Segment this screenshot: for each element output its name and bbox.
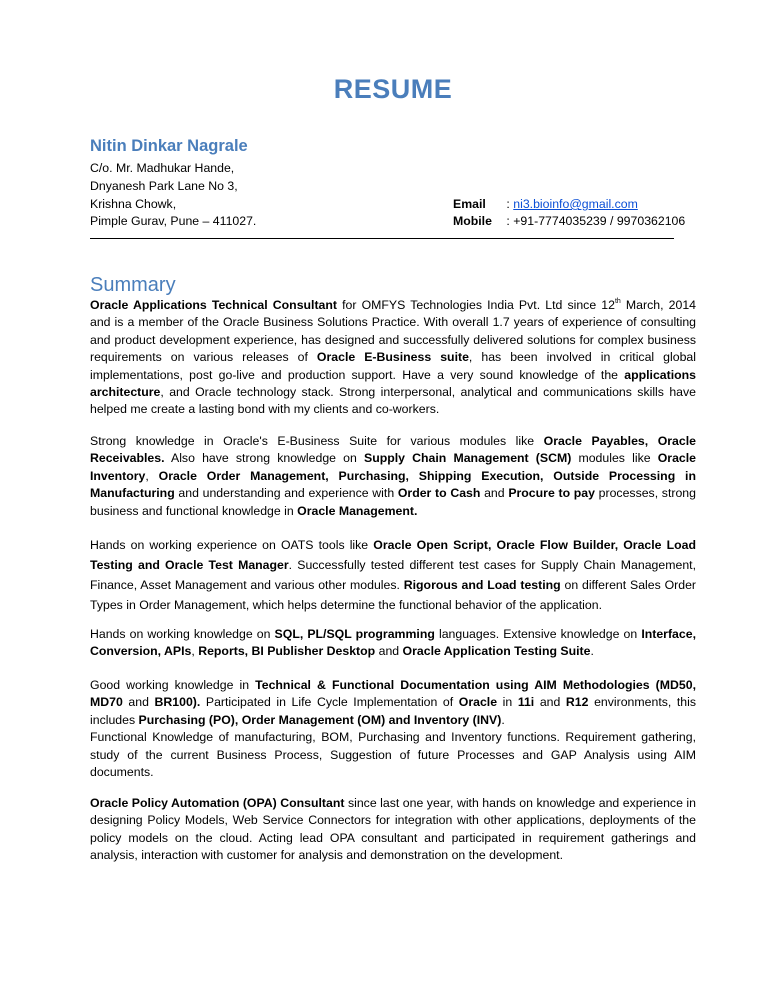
- summary-paragraph-6: Oracle Policy Automation (OPA) Consultant since last one year, with hands on knowledge and experience in designing Policy Models, Web Service Connectors for integration with other applications, deployments of the policy models on the cloud. Acting lead OPA consultant and participated in requirement gatherings and analysis, interaction with customer for analysis and demonstration on the development.: [90, 796, 696, 863]
- address-line-2: Dnyanesh Park Lane No 3,: [90, 179, 238, 193]
- summary-paragraph-1: Oracle Applications Technical Consultant for OMFYS Technologies India Pvt. Ltd since 12th March, 2014 and is a member of the Oracle Business Solutions Practice. With overall 1.7 years of experience of consulting and product development experience, has designed and successfully delivered solutions for complex business requirements on various releases of Oracle E-Business suite, has been involved in critical global implementations, post go-live and production support. Have a very sound knowledge of the applications architecture, and Oracle technology stack. Strong interpersonal, analytical and communications skills have helped me create a lasting bond with my clients and co-workers.: [90, 298, 696, 417]
- address-line-3: Krishna Chowk,: [90, 197, 177, 211]
- email-row: [453, 195, 638, 213]
- mobile-row: [453, 212, 685, 230]
- email-link[interactable]: ni3.bioinfo@gmail.com: [513, 197, 638, 211]
- mobile-label: Mobile: [453, 214, 492, 228]
- summary-paragraph-3: Hands on working experience on OATS tools like Oracle Open Script, Oracle Flow Builder, Oracle Load Testing and Oracle Test Manager. Successfully tested different test cases for Supply Chain Management, Finance, Asset Management and various other modules. Rigorous and Load testing on different Sales Order Types in Order Management, which helps determine the functional behavior of the application.: [90, 538, 696, 612]
- mobile-separator: :: [503, 214, 514, 228]
- mobile-value: +91-7774035239 / 9970362106: [513, 214, 686, 228]
- page-title: RESUME: [333, 74, 453, 104]
- header-divider: [90, 238, 674, 239]
- summary-paragraph-2: Strong knowledge in Oracle's E-Business Suite for various modules like Oracle Payables, Oracle Receivables. Also have strong knowledge on Supply Chain Management (SCM) modules like Oracle Inventory, Oracle Order Management, Purchasing, Shipping Execution, Outside Processing in Manufacturing and understanding and experience with Order to Cash and Procure to pay processes, strong business and functional knowledge in Oracle Management.: [90, 434, 697, 518]
- address-line-4: Pimple Gurav, Pune – 411027.: [90, 214, 257, 228]
- email-label: Email: [453, 197, 486, 211]
- summary-heading: Summary: [90, 274, 176, 296]
- summary-paragraph-5: Good working knowledge in Technical & Functional Documentation using AIM Methodologies (MD50, MD70 and BR100). Participated in Life Cycle Implementation of Oracle in 11i and R12 environments, this includes Purchasing (PO), Order Management (OM) and Inventory (INV). Functional Knowledge of manufacturing, BOM, Purchasing and Inventory functions. Requirement gathering, study of the current Business Process, Suggestion of future Processes and GAP Analysis using AIM documents.: [90, 678, 697, 780]
- summary-paragraph-4: Hands on working knowledge on SQL, PL/SQL programming languages. Extensive knowledge on Interface, Conversion, APIs, Reports, BI Publisher Desktop and Oracle Application Testing Suite.: [90, 627, 696, 659]
- address-line-1: C/o. Mr. Madhukar Hande,: [90, 161, 235, 175]
- candidate-name: Nitin Dinkar Nagrale: [90, 137, 248, 155]
- email-separator: :: [503, 197, 514, 211]
